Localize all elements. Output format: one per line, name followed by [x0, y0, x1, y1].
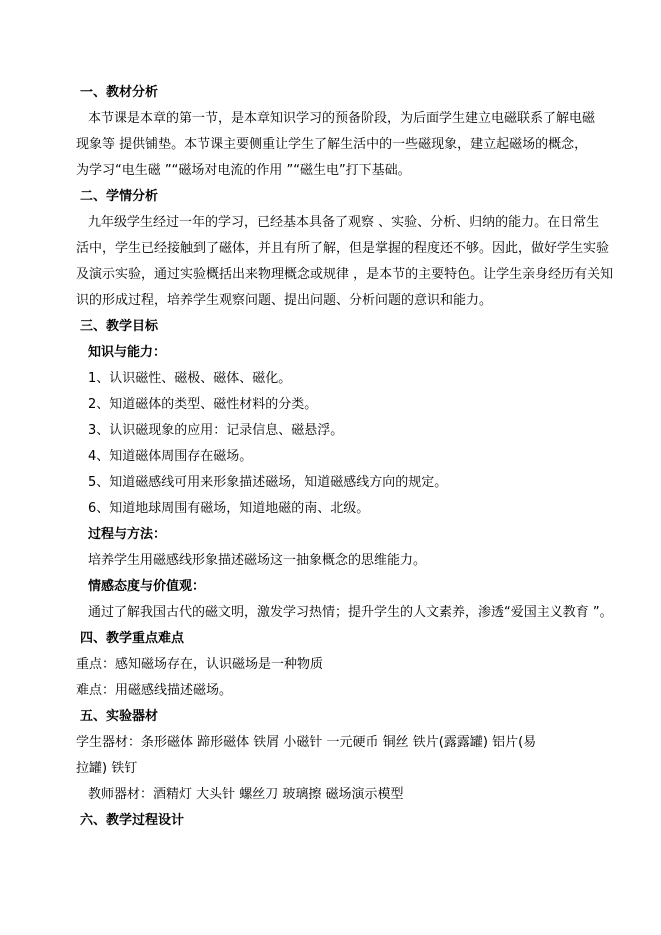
list-item: 5、知道磁感线可用来形象描述磁场，知道磁感线方向的规定。	[88, 475, 448, 490]
list-item: 1、认识磁性、磁极、磁体、磁化。	[88, 371, 292, 386]
subheading-process: 过程与方法：	[88, 527, 167, 542]
paragraph-line: 现象等 提供铺垫。本节课主要侧重让学生了解生活中的一些磁现象，建立起磁场的概念，	[76, 137, 588, 152]
key-point-line: 重点：感知磁场存在，认识磁场是一种物质	[76, 657, 324, 672]
section-heading-process-design: 六、教学过程设计	[80, 813, 185, 828]
section-heading-equipment: 五、实验器材	[80, 709, 159, 724]
paragraph-line: 通过了解我国古代的磁文明，激发学习热情；提升学生的人文素养，渗透“爱国主义教育 ”。	[88, 605, 613, 620]
section-heading-textbook-analysis: 一、教材分析	[80, 85, 159, 100]
subheading-knowledge: 知识与能力：	[88, 345, 167, 360]
difficulty-line: 难点：用磁感线描述磁场。	[76, 683, 233, 698]
paragraph-line: 培养学生用磁感线形象描述磁场这一抽象概念的思维能力。	[88, 553, 427, 568]
list-item: 6、知道地球周围有磁场，知道地磁的南、北级。	[88, 501, 370, 516]
list-item: 3、认识磁现象的应用：记录信息、磁悬浮。	[88, 423, 344, 438]
paragraph-line: 识的形成过程，培养学生观察问题、提出问题、分析问题的意识和能力。	[76, 293, 493, 308]
paragraph-line: 及演示实验，通过实验概括出来物理概念或规律 ，是本节的主要特色。让学生亲身经历有关知	[76, 267, 614, 282]
subheading-attitude: 情感态度与价值观：	[88, 579, 206, 594]
student-equipment-line: 学生器材：条形磁体 蹄形磁体 铁屑 小磁针 一元硬币 铜丝 铁片(露露罐) 铝片(易	[76, 735, 537, 750]
section-heading-key-points: 四、教学重点难点	[80, 631, 185, 646]
student-equipment-line-cont: 拉罐) 铁钉	[76, 761, 138, 776]
paragraph-line: 本节课是本章的第一节，是本章知识学习的预备阶段，为后面学生建立电磁联系了解电磁	[88, 111, 596, 126]
section-heading-teaching-goals: 三、教学目标	[80, 319, 159, 334]
paragraph-line: 为学习“电生磁 ”“磁场对电流的作用 ”“磁生电”打下基础。	[76, 163, 411, 178]
section-heading-student-analysis: 二、学情分析	[80, 189, 159, 204]
list-item: 2、知道磁体的类型、磁性材料的分类。	[88, 397, 318, 412]
paragraph-line: 九年级学生经过一年的学习，已经基本具备了观察 、实验、分析、归纳的能力。在日常生	[88, 215, 600, 230]
paragraph-line: 活中，学生已经接触到了磁体，并且有所了解，但是掌握的程度还不够。因此，做好学生实验	[76, 241, 610, 256]
list-item: 4、知道磁体周围存在磁场。	[88, 449, 253, 464]
teacher-equipment-line: 教师器材：酒精灯 大头针 螺丝刀 玻璃擦 磁场演示模型	[88, 787, 404, 802]
